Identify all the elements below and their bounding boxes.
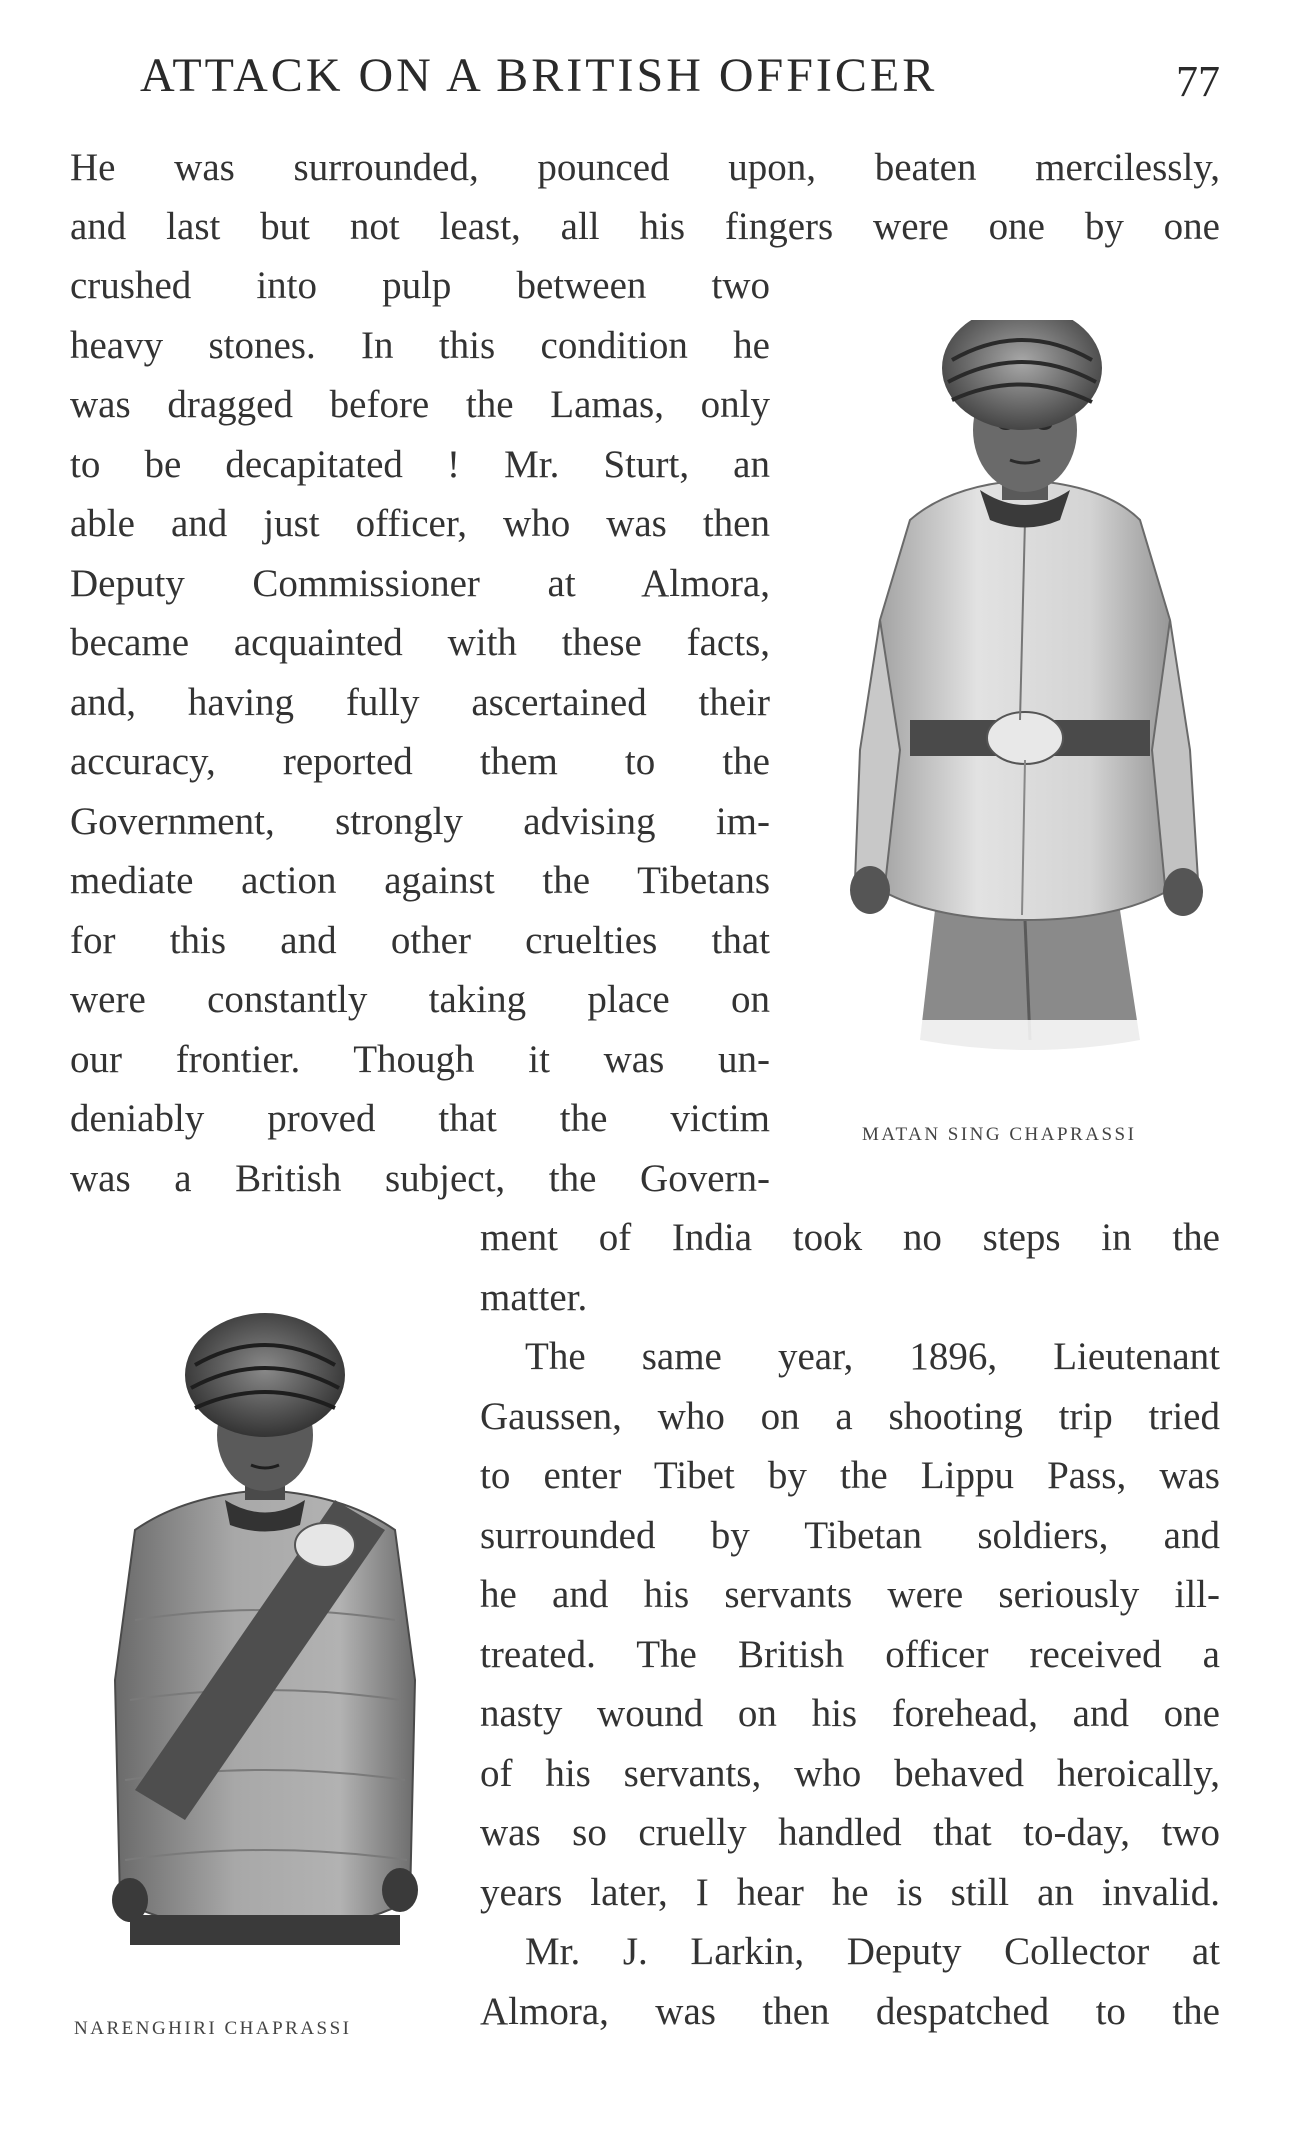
running-head (140, 48, 1220, 112)
text-line: able and just officer, who was then (70, 502, 770, 545)
text-line: to enter Tibet by the Lippu Pass, was (480, 1454, 1220, 1497)
chapter-title: ATTACK ON A BRITISH OFFICER (140, 49, 938, 102)
text-line: surrounded by Tibetan soldiers, and (480, 1514, 1220, 1557)
text-line: nasty wound on his forehead, and one (480, 1692, 1220, 1735)
photo-caption-matan-sing: MATAN SING CHAPRASSI (862, 1124, 1137, 1145)
text-line: years later, I hear he is still an invalid. (480, 1871, 1220, 1914)
text-line: was a British subject, the Govern- (70, 1157, 770, 1200)
text-line: mediate action against the Tibetans (70, 859, 770, 902)
portrait-photo-narenghiri (95, 1300, 435, 1960)
text-line: for this and other cruelties that (70, 919, 770, 962)
text-line: crushed into pulp between two (70, 264, 770, 307)
text-line: treated. The British officer received a (480, 1633, 1220, 1676)
text-line: Gaussen, who on a shooting trip tried (480, 1395, 1220, 1438)
text-line: Government, strongly advising im- (70, 800, 770, 843)
page-number: 77 (1176, 57, 1220, 106)
text-line: He was surrounded, pounced upon, beaten mercilessly, (70, 146, 1220, 189)
portrait-photo-matan-sing (840, 320, 1210, 1065)
photo-caption-narenghiri: NARENGHIRI CHAPRASSI (74, 2018, 352, 2039)
text-line: became acquainted with these facts, (70, 621, 770, 664)
text-line: accuracy, reported them to the (70, 740, 770, 783)
text-line: Deputy Commissioner at Almora, (70, 562, 770, 605)
text-line: and, having fully ascertained their (70, 681, 770, 724)
text-line: our frontier. Though it was un- (70, 1038, 770, 1081)
text-line: of his servants, who behaved heroically, (480, 1752, 1220, 1795)
text-line: Mr. J. Larkin, Deputy Collector at (525, 1930, 1220, 1973)
text-line: and last but not least, all his fingers were one by one (70, 205, 1220, 248)
text-line: heavy stones. In this condition he (70, 324, 770, 367)
text-line: he and his servants were seriously ill- (480, 1573, 1220, 1616)
text-line: were constantly taking place on (70, 978, 770, 1021)
text-line: was so cruelly handled that to-day, two (480, 1811, 1220, 1854)
text-line: The same year, 1896, Lieutenant (525, 1335, 1220, 1378)
text-line: matter. (480, 1276, 588, 1319)
text-line: ment of India took no steps in the (480, 1216, 1220, 1259)
text-line: to be decapitated ! Mr. Sturt, an (70, 443, 770, 486)
text-line: was dragged before the Lamas, only (70, 383, 770, 426)
text-line: Almora, was then despatched to the (480, 1990, 1220, 2033)
text-line: deniably proved that the victim (70, 1097, 770, 1140)
